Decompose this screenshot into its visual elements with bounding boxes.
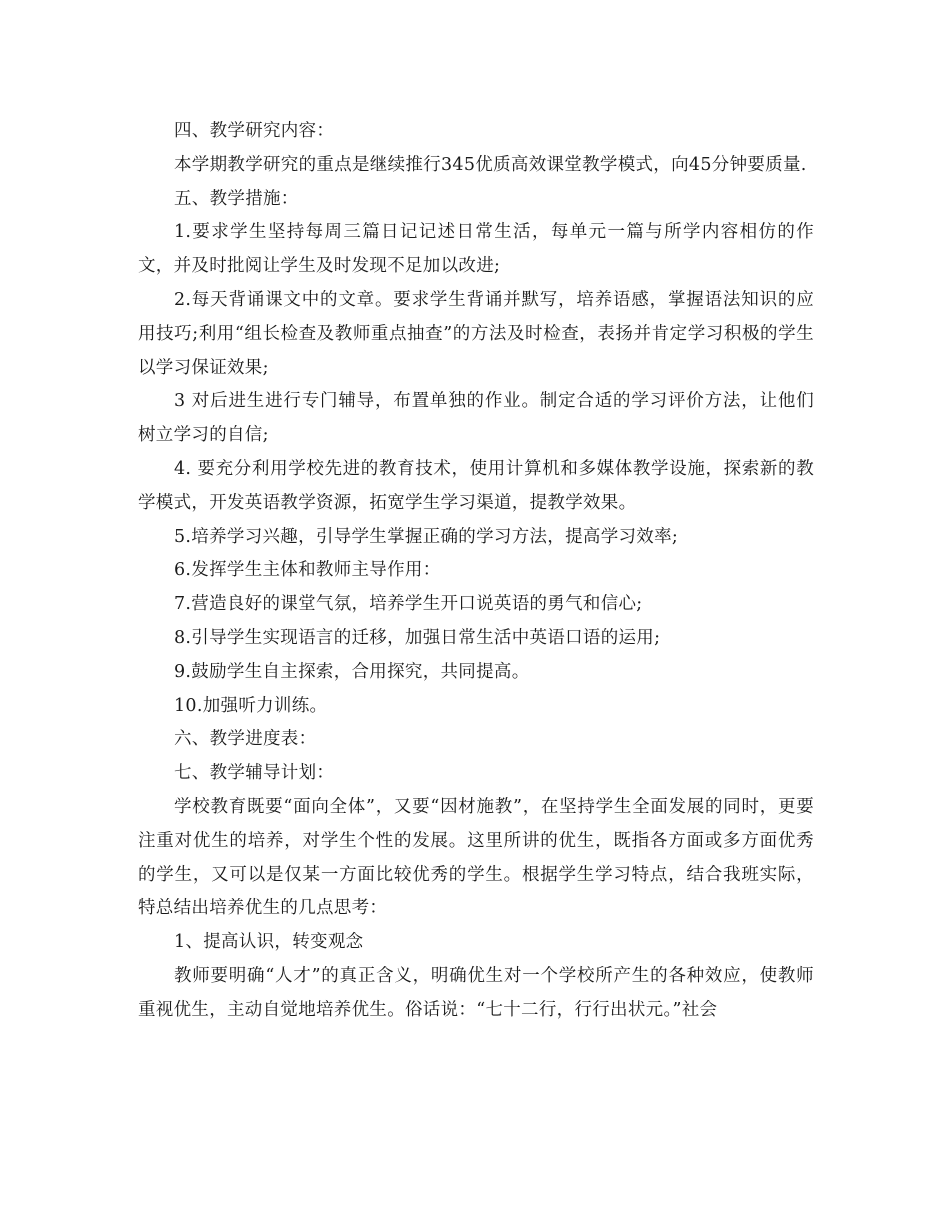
heading-tutoring-plan: 七、教学辅导计划：	[174, 763, 335, 784]
document-body	[138, 115, 814, 1028]
heading-research-content: 四、教学研究内容：	[174, 121, 335, 141]
heading-schedule: 六、教学进度表：	[174, 729, 317, 750]
list-item: 1.要求学生坚持每周三篇日记记述日常生活，每单元一篇与所学内容相仿的作文，并及时批阅让学生及时发现不足加以改进;	[138, 222, 814, 277]
list-item: 3 对后进生进行专门辅导，布置单独的作业。制定合适的学习评价方法，让他们树立学习的自信;	[138, 391, 814, 446]
subheading-awareness: 1、提高认识，转变观念	[174, 932, 364, 953]
list-item: 8.引导学生实现语言的迁移，加强日常生活中英语口语的运用;	[174, 627, 661, 648]
list-item: 2.每天背诵课文中的文章。要求学生背诵并默写，培养语感，掌握语法知识的应用技巧;利用“组长检查及教师重点抽查”的方法及时检查，表扬并肯定学习积极的学生以学习保证效果;	[138, 289, 814, 378]
list-item: 9.鼓励学生自主探索，合用探究，共同提高。	[174, 661, 530, 682]
list-item: 6.发挥学生主体和教师主导作用：	[174, 560, 441, 581]
list-item: 7.营造良好的课堂气氛，培养学生开口说英语的勇气和信心;	[174, 594, 643, 615]
list-item: 4. 要充分利用学校先进的教育技术，使用计算机和多媒体教学设施，探索新的教学模式，开发英语教学资源，拓宽学生学习渠道，提教学效果。	[138, 458, 814, 513]
paragraph-tutoring-intro: 学校教育既要“面向全体”，又要“因材施教”，在坚持学生全面发展的同时，更要注重对优生的培养，对学生个性的发展。这里所讲的优生，既指各方面或多方面优秀的学生，又可以是仅某一方面比较优秀的学生。根据学生学习特点，结合我班实际，特总结出培养优生的几点思考：	[138, 796, 814, 919]
list-item: 10.加强听力训练。	[174, 695, 328, 716]
heading-teaching-measures: 五、教学措施：	[174, 188, 299, 209]
list-item: 5.培养学习兴趣，引导学生掌握正确的学习方法，提高学习效率;	[174, 526, 679, 547]
paragraph-research-focus: 本学期教学研究的重点是继续推行345优质高效课堂教学模式，向45分钟要质量.	[174, 154, 807, 175]
paragraph-talent: 教师要明确“人才”的真正含义，明确优生对一个学校所产生的各种效应，使教师重视优生，主动自觉地培养优生。俗话说：“七十二行，行行出状元。”社会	[138, 965, 814, 1020]
